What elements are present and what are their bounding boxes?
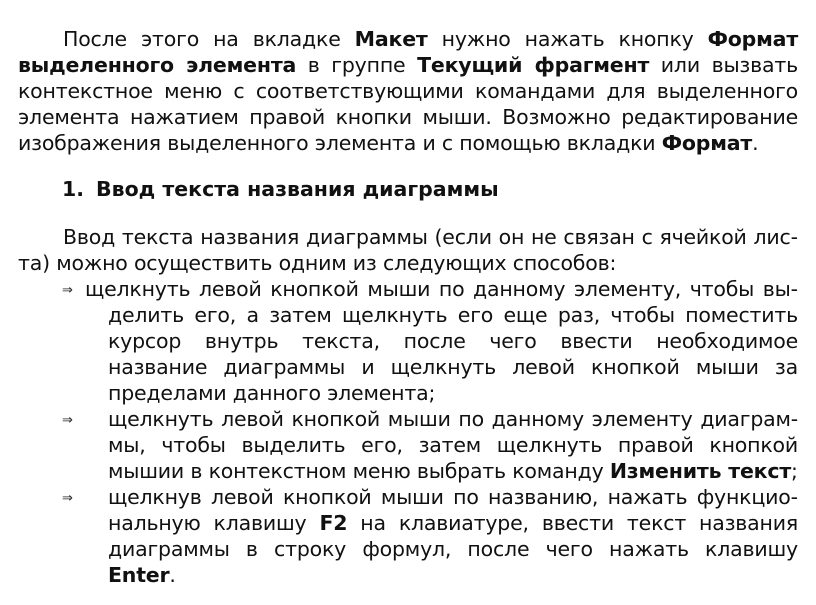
- list-item-text: щелкнуть левой кнопкой мыши по данному элементу, чтобы выделить его, а затем щелкнуть его еще раз, чтобы поместить курсор внутрь текста, после чего ввести необходимое название диаграммы и щелкнуть левой кнопкой мыши за пределами данного элемента;: [85, 277, 798, 405]
- text-run: или вызвать контекстное меню с соответствующими командами для выделенного элемента нажатием правой кнопки мыши. Возможно редактирование изображения выделенного элемента и с помощью вкладки: [18, 53, 799, 155]
- list-item-2: [108, 406, 798, 484]
- text-run: на клавиатуре, ввести текст названия диаграммы в строку формул, после чего нажать клавишу: [108, 511, 798, 561]
- bold-term-edit-text: Изменить текст: [609, 459, 791, 483]
- text-run: .: [169, 563, 176, 587]
- section-title: Ввод текста названия диаграммы: [96, 177, 499, 201]
- paragraph-intro: [18, 26, 798, 156]
- bold-key-f2: F2: [319, 511, 348, 535]
- list-item-1: [85, 276, 798, 406]
- text-run: ;: [791, 459, 798, 483]
- bold-term-format: Формат: [661, 131, 753, 155]
- text-run: .: [752, 131, 759, 155]
- bullet-arrow-icon: ⇒: [62, 413, 73, 428]
- section-number: 1.: [62, 177, 85, 201]
- text-run: После этого на вкладке: [63, 27, 355, 51]
- paragraph-methods-intro: Ввод текста названия диаграммы (если он не связан с ячейкой листа) можно осуществить одним из следующих способов:: [18, 225, 798, 275]
- list-item-text: щелкнуть левой кнопкой мыши по данному элементу диаграм- мы, чтобы выделить его, затем щелкнуть правой кнопкой мышии в контекстном меню выбрать команду: [108, 407, 798, 483]
- text-run: нужно нажать кнопку: [427, 27, 708, 51]
- bullet-arrow-icon: ⇒: [62, 283, 73, 298]
- bold-key-enter: Enter: [108, 563, 170, 587]
- bold-term-current-fragment: Текущий фрагмент: [417, 53, 650, 77]
- bold-term-format-selected: Формат выделенного элемента: [18, 27, 798, 77]
- bullet-arrow-icon: ⇒: [62, 491, 73, 506]
- section-heading: [62, 176, 499, 202]
- list-item-3: [108, 484, 798, 588]
- bold-term-maket: Макет: [354, 27, 428, 51]
- text-run: в группе: [296, 53, 418, 77]
- list-item-text: щелкнув левой кнопкой мыши по названию, нажать функциональную клавишу: [108, 485, 798, 535]
